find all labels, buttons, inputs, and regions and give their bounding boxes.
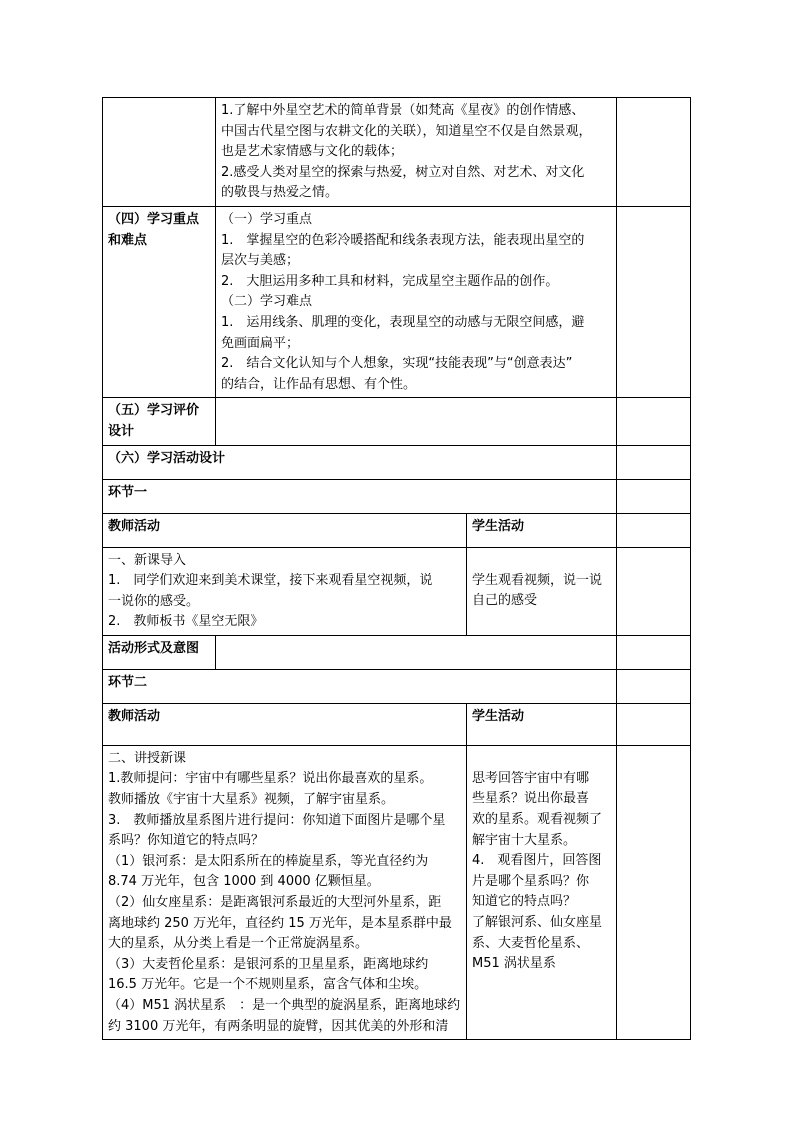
stage2-content-row [103,745,691,1039]
stage2-teacher-line: （2）仙女座星系：是距离银河系最近的大型河外星系，距 [108,895,442,911]
objectives-line: 也是艺术家情感与文化的载体； [221,144,404,160]
key-points-label-line: （四）学习重点 [108,211,200,227]
key-points-line: 1. 运用线条、肌理的变化，表现星空的动感与无限空间感，避 [221,314,585,330]
stage1-student-cell [467,547,617,635]
objectives-extra-cell [617,98,691,207]
key-points-line: 免画面扁平； [221,335,300,351]
stage2-title-extra-cell [617,669,691,703]
stage2-header-row [103,703,691,745]
evaluation-extra-cell [617,398,691,445]
stage1-title: 环节一 [103,479,617,513]
objectives-cell [216,98,617,207]
stage2-student-line: 欢的星系。观看视频了 [472,812,603,828]
stage2-teacher-line: 二、讲授新课 [108,750,187,766]
evaluation-row [103,398,691,445]
objectives-line: 1.了解中外星空艺术的简单背景（如梵高《星夜》的创作情感、 [221,103,585,118]
stage2-student-line: 知道它的特点吗？ [472,894,577,910]
activity-design-label: （六）学习活动设计 [103,445,617,479]
stage1-teacher-line: 1. 同学们欢迎来到美术课堂，接下来观看星空视频，说 [108,573,433,589]
stage1-teacher-cell [103,547,467,635]
key-points-line: 的结合，让作品有思想、有个性。 [221,376,417,392]
key-points-line: （二）学习难点 [221,294,313,310]
stage1-student-line: 学生观看视频，说一说 [472,572,603,588]
stage2-teacher-cell [103,745,467,1039]
key-points-cell [216,206,617,397]
lesson-plan-table [102,97,691,1040]
stage2-title-row [103,669,691,703]
stage2-header-extra-cell [617,703,691,745]
stage1-student-header: 学生活动 [467,513,617,547]
stage1-teacher-header: 教师活动 [103,513,467,547]
stage1-content-extra-cell [617,547,691,635]
key-points-line: （一）学习重点 [221,211,313,227]
stage2-student-cell [467,745,617,1039]
objectives-row [103,98,691,207]
activity-design-row [103,445,691,479]
stage1-header-extra-cell [617,513,691,547]
stage1-form-label: 活动形式及意图 [103,635,216,669]
stage2-student-line: 思考回答宇宙中有哪 [472,770,590,786]
stage2-student-line: 解宇宙十大星系。 [472,832,577,848]
stage1-student-line: 自己的感受 [472,593,538,609]
evaluation-label [103,398,216,445]
stage1-content-row [103,547,691,635]
objectives-line: 的敬畏与热爱之情。 [221,185,339,201]
stage1-form-row [103,635,691,669]
stage2-teacher-line: 教师播放《宇宙十大星系》视频，了解宇宙星系。 [108,792,395,808]
stage1-teacher-line: 一说你的感受。 [108,593,200,609]
stage1-header-row [103,513,691,547]
key-points-line: 2. 大胆运用多种工具和材料，完成星空主题作品的创作。 [221,273,559,289]
stage2-student-line: 4. 观看图片，回答图 [472,853,602,869]
stage2-student-line: 片是哪个星系吗？你 [472,873,590,889]
stage2-title: 环节二 [103,669,617,703]
stage1-form-cell [216,635,617,669]
key-points-line: 层次与美感； [221,253,300,269]
stage1-form-extra-cell [617,635,691,669]
stage1-teacher-line: 一、新课导入 [108,552,187,568]
evaluation-label-line: 设计 [108,423,135,439]
objectives-line: 中国古代星空图与农耕文化的关联），知道星空不仅是自然景观， [221,123,592,139]
stage2-student-line: M51 涡状星系 [472,956,556,972]
key-points-line: 1. 掌握星空的色彩冷暖搭配和线条表现方法，能表现出星空的 [221,232,585,248]
key-points-extra-cell [617,206,691,397]
stage1-teacher-line: 2. 教师板书《星空无限》 [108,614,264,630]
stage2-student-line: 了解银河系、仙女座星 [472,915,603,931]
stage2-student-line: 系、大麦哲伦星系、 [472,935,590,951]
stage2-teacher-line: （1）银河系：是太阳系所在的棒旋星系，等光直径约为 [108,853,429,869]
stage2-teacher-line: 离地球约 250 万光年，直径约 15 万光年，是本星系群中最 [108,915,452,931]
stage2-teacher-line: 3. 教师播放星系图片进行提问：你知道下面图片是哪个星 [108,812,446,828]
stage2-teacher-line: 大的星系，从分类上看是一个正常旋涡星系。 [108,936,369,952]
stage2-teacher-line: 系吗？你知道它的特点吗？ [108,833,265,849]
stage2-student-line: 些星系？说出你最喜 [472,791,590,807]
key-points-row [103,206,691,397]
stage1-title-row [103,479,691,513]
stage2-teacher-line: 约 3100 万光年，有两条明显的旋臂，因其优美的外形和清 [108,1018,449,1034]
stage2-content-extra-cell [617,745,691,1039]
stage2-teacher-line: （3）大麦哲伦星系：是银河系的卫星星系，距离地球约 [108,956,429,972]
stage2-teacher-line: 16.5 万光年。它是一个不规则星系，富含气体和尘埃。 [108,977,428,993]
stage1-title-extra-cell [617,479,691,513]
activity-design-extra-cell [617,445,691,479]
evaluation-cell [216,398,617,445]
stage2-teacher-line: （4）M51 涡状星系 ：是一个典型的旋涡星系，距离地球约 [108,998,461,1013]
evaluation-label-line: （五）学习评价 [108,403,200,419]
stage2-teacher-line: 8.74 万光年，包含 1000 到 4000 亿颗恒星。 [108,874,380,890]
stage2-teacher-header: 教师活动 [103,703,467,745]
stage2-teacher-line: 1.教师提问：宇宙中有哪些星系？说出你最喜欢的星系。 [108,771,433,787]
key-points-label-line: 和难点 [108,232,148,248]
key-points-label [103,206,216,397]
key-points-line: 2. 结合文化认知与个人想象，实现“技能表现”与“创意表达” [221,356,573,372]
stage2-student-header: 学生活动 [467,703,617,745]
objectives-label-cell [103,98,216,207]
objectives-line: 2.感受人类对星空的探索与热爱，树立对自然、对艺术、对文化 [221,164,585,180]
